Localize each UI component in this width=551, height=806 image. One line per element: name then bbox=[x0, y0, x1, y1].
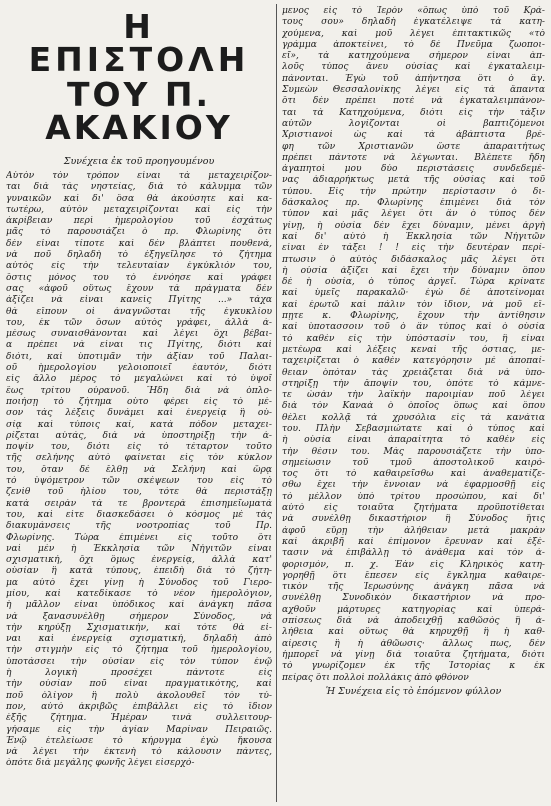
text-line: ἀφοῦ εὕρῃ τὴν ἀλήθειαν μετὰ μακρὰν bbox=[282, 525, 545, 536]
text-line: τος ὅτι τὸ καθαιρεῖσθω καὶ ἀναθεματίζε- bbox=[282, 469, 545, 480]
text-line: τῆς σελήνης αὐτὸ φαίνεται εἰς τὸν κύκλον bbox=[6, 453, 272, 464]
text-line: νὰ λέγει τὴν ἐκτενὴ τὸ κάλουσιν πάντες, bbox=[6, 747, 272, 758]
text-line: τύπου. Εἰς τὴν πρώτην περίστασιν ὁ δι- bbox=[282, 186, 545, 197]
text-line: σχισματική, ὄχι ὅμως ἐνεργείᾳ, ἀλλὰ κατ' bbox=[6, 555, 272, 566]
text-line: ἀγαπητοὶ μου δύο περιστάσεις συνδεδεμέ- bbox=[282, 164, 545, 175]
text-line: τὴν οὐσίαν ποῦ εἶναι πραγματικότης, καὶ bbox=[6, 679, 272, 690]
text-line: λοῦς τύπος ἄνευ οὐσίας καὶ ἐγκαταλειμ- bbox=[282, 62, 545, 73]
text-line: Φλωρίνης. Τώρα ἐπιμένει εἰς τοῦτο ὅτι bbox=[6, 532, 272, 543]
text-line: ἡ οὐσία εἶναι ἀπαραίτητα τὸ καθὲν εἰς bbox=[282, 435, 545, 446]
text-line: του. Πλὴν Σεβασμιώτατε καὶ ὁ τύπος καὶ bbox=[282, 423, 545, 434]
text-line: δὲν εἶναι τίποτε καὶ δὲν βλάπτει πουθενά, bbox=[6, 238, 272, 249]
text-line: τὴν στιγμὴν εἰς τὸ ζήτημα τοῦ ἡμερολογίου, bbox=[6, 645, 272, 656]
text-line: γορηθῇ ὅτι ἔπεσεν εἰς ἔγκλημα καθαιρε- bbox=[282, 570, 545, 581]
text-line: μίου, καὶ κατεδίκασε τὸ νέον ἡμερολόγιον, bbox=[6, 588, 272, 599]
text-line: ρίζεται αὐτάς, διὰ νὰ ὑποστηρίξῃ τὴν ἀ- bbox=[6, 430, 272, 441]
article-title-line1: Η ΕΠΙΣΤΟΛΗ bbox=[28, 7, 250, 79]
text-line: σπίσεως διὰ νὰ ἀποδειχθῇ καθῶσὸς ἢ ἀ- bbox=[282, 616, 545, 627]
text-line: ὅτι δὲν πρέπει ποτὲ νὰ ἐγκαταλειμπάνον- bbox=[282, 96, 545, 107]
text-line: σημείωσιν τοῦ τμοῦ ἀποστολικοῦ καιρό- bbox=[282, 457, 545, 468]
text-line: αὐτὸς εἰς τὴν τελευταίαν ἐγκύκλιόν του, bbox=[6, 261, 272, 272]
text-line: ναι καὶ ἐνεργείᾳ σχισματική, δηλαδὴ ἀπὸ bbox=[6, 634, 272, 645]
text-line: ποῦ ὀλίγον ἢ πολὺ ἀκολουθεῖ τὸν τύ- bbox=[6, 690, 272, 701]
text-line: γυναικῶν καὶ δι' ὅσα θὰ ἀκούσητε καὶ κα- bbox=[6, 193, 272, 204]
text-line: καὶ ὑποτασσοιν τοῦ ὁ ἂν τύπος καὶ ὁ οὐσία bbox=[282, 322, 545, 333]
text-line: γίνῃ, ἡ οὐσία δὲν ἔχει δύναμιν, μένει ἀργὴ bbox=[282, 220, 545, 231]
left-column bbox=[6, 6, 272, 802]
text-line: διὰ τὸν Καναὰ ὁ ὁποῖος ὅπως καὶ ὅπου bbox=[282, 401, 545, 412]
text-line: δάσκαλος πρ. Φλωρίνης ἐπιμένει διὰ τὸν bbox=[282, 198, 545, 209]
text-line: αὐτῶν λογίζονται οἱ βαπτιζόμενοι bbox=[282, 118, 545, 129]
text-line: πάνονται. Ἐγὼ τοῦ ἀπήντησα ὅτι ὁ ἅγ. bbox=[282, 73, 545, 84]
text-line: ται διὰ τὰς νηστείας, διὰ τὸ κάλυμμα τῶν bbox=[6, 182, 272, 193]
text-line: ἡ μᾶλλον εἶναι ὑπόδικος καὶ ἀνάγκη πᾶσα bbox=[6, 600, 272, 611]
text-line: του, ἐκ τῶν ὅσων αὐτὸς γράφει, ἀλλὰ ἀ- bbox=[6, 317, 272, 328]
text-line: μέσως συναισθάνονται καὶ λέγει ὅχι βέβαι- bbox=[6, 329, 272, 340]
text-line: καὶ ὑμεῖς παρακαλῶ· ἐγὼ δὲ ἀποτείνομαι bbox=[282, 288, 545, 299]
text-line: τε ὡσὰν τὴν λαϊκὴν παροιμίαν ποῦ λέγει bbox=[282, 390, 545, 401]
column-divider bbox=[276, 4, 277, 802]
text-line: διακυμάνσεις τῆς νοοτροπίας τοῦ Πρ. bbox=[6, 521, 272, 532]
text-line: ναὶ μὲν ἡ Ἐκκλησία τῶν Νήγιτῶν εἶναι bbox=[6, 543, 272, 554]
text-line: τὸ καθὲν εἰς τὴν ὑπόστασίν του, ἢ εἶναι bbox=[282, 333, 545, 344]
text-line: γράμμα ἀποκτείνει, τὸ δὲ Πνεῦμα ζωοποι- bbox=[282, 39, 545, 50]
text-line: στηρίξῃ τὴν ἄποψίν του, ὁπότε τὸ κάμνε- bbox=[282, 378, 545, 389]
text-line: θέλει κολλᾷ τὰ χρυσόλια εἰς τὰ κανάτια bbox=[282, 412, 545, 423]
article-title-line2: ΤΟΥ Π. ΑΚΑΚΙΟΥ bbox=[45, 75, 233, 147]
text-line: φη τῶν Χριστιανῶν ὥστε ἀπαραιτήτως bbox=[282, 141, 545, 152]
text-line: ποιήσῃ τὸ ζήτημα οὗτο φέρει εἰς τὸ μέ- bbox=[6, 396, 272, 407]
text-line: τικὸν τῆς Ἱερωσύνης ἀνάγκη πᾶσα νὰ bbox=[282, 582, 545, 593]
text-line: ται τὰ Κατηχούμενα, διότι εἰς τὴν τάξιν bbox=[282, 107, 545, 118]
text-line: ἀξίζει νὰ εἶναι κανεὶς Πγίτης ...» τάχα bbox=[6, 295, 272, 306]
text-line: καὶ ἐρωτῶ καὶ πάλιν τὸν ἴδιον, νὰ μοῦ εἴ- bbox=[282, 299, 545, 310]
text-line: αχθοῦν μάρτυρες κατηγορίας καὶ ὑπερά- bbox=[282, 604, 545, 615]
text-line: ταχειρίζεται ὁ καθὲν κατεγόρησιν μὲ ἀποπαί- bbox=[282, 356, 545, 367]
continuation-note: Συνέχεια ἐκ τοῦ προηγουμένου bbox=[63, 156, 215, 167]
text-line: οὐσίαν ἢ κατὰ τύπους, ἐπειδὴ διὰ τὸ ζήτη- bbox=[6, 566, 272, 577]
continued-next-note: Ἡ Συνέχεια εἰς τὸ ἑπόμενον φύλλον bbox=[325, 685, 502, 697]
text-line: Αὐτὸν τὸν τρόπον εἶναι τὰ μεταχειρίζον- bbox=[6, 171, 272, 181]
text-line: μετέωρα καὶ λέξεις κεναὶ τῆς ὀστιας, με- bbox=[282, 344, 545, 355]
text-line: ὁπότε διὰ μεγάλης φωνῆς λέγει εἰσερχό- bbox=[6, 758, 195, 769]
text-line: του, ὅταν δὲ ἔλθῃ νὰ Σελήνη καὶ ὥρᾳ bbox=[6, 464, 272, 475]
text-line: νὰ ποῦ δηλαδὴ τὸ ἐξηγεῖλησε τὸ ζήτημα bbox=[6, 250, 272, 261]
text-line: θειαν ὁπόταν τὰς χρειάζεται διὰ νὰ ὑπο- bbox=[282, 367, 545, 378]
text-line: κατὰ σειρὰν τὰ τε βροντερὰ ἐπισημεῖωματά bbox=[6, 498, 272, 509]
text-line: Χριστιανοὶ ὡς καὶ τὰ ἀβάπτιστα βρέ- bbox=[282, 130, 545, 141]
text-line: εἰς ἄλλο μέρος τὸ μεγαλώνει καὶ τὸ ὑψοῖ bbox=[6, 374, 272, 385]
text-line: θὰ εἴπουν οἱ ἀναγνῶσται τῆς ἐγκυκλίου bbox=[6, 306, 272, 317]
text-line: αὐτὸ εἰς τοιαῦτα ζητήματα προϋποτίθεται bbox=[282, 503, 545, 514]
text-line: ἡ οὐσία ἀξίζει καὶ ἔχει τὴν δύναμιν ὅπου bbox=[282, 265, 545, 276]
text-line: γήσαμε εἰς τὴν ἁγίαν Μαρίναν Πειραιῶς. bbox=[6, 724, 272, 735]
text-line: τους σου» δηλαδὴ ἐγκατέλειψε τὰ κατη- bbox=[282, 17, 545, 28]
text-line: αίρεσις ἢ ἡ ἀθῶωσις· ἄλλως πως, δὲν bbox=[282, 638, 545, 649]
text-line: λήθεια καὶ οὕτως θὰ κηρυχθῇ ἢ ἡ καθ- bbox=[282, 627, 545, 638]
text-line: μενος εἰς τὸ Ἱερὸν «ὅπως ὑπὸ τοῦ Κρά- bbox=[282, 6, 545, 16]
text-line: τωτέρω, αὐτὸν μεταχειρίζονται καὶ εἰς τὴν bbox=[6, 204, 272, 215]
text-line: πρέπει πάντοτε νὰ λέγωνται. Βλέπετε ἤδη bbox=[282, 152, 545, 163]
text-line: Συμεὼν Θεσσαλονίκης λέγει εἰς τὰ ἅπαντα bbox=[282, 85, 545, 96]
text-line: οῦ ἡμερολογίου γελοιοποιεῖ ἑαυτόν, διότι bbox=[6, 363, 272, 374]
text-line: ἕως τρίτου οὐρανοῦ. Ἤδη διὰ νὰ ὁπλο- bbox=[6, 385, 272, 396]
text-line: πείρας ὅτι πολλοὶ πολλάκις ἀπὸ φθόνον bbox=[282, 672, 469, 683]
left-column-text bbox=[6, 171, 272, 770]
text-line: ἠμπορεῖ νὰ γίνῃ διὰ τοιαῦτα ζητήματα, διότι bbox=[282, 649, 545, 660]
text-line: τὴν θέσιν του. Μὰς παρουσιάζετε τὴν ὑπο- bbox=[282, 446, 545, 457]
text-line: τὸ ὑψόμετρον τῶν σκέψεων του εἰς τὸ bbox=[6, 476, 272, 487]
text-line: ὑποτάσσει τὴν οὐσίαν εἰς τὸν τύπον ἐνῷ bbox=[6, 656, 272, 667]
text-line: νὰ συνέλθῃ δικαστήριον ἢ Σύνοδος ἥτις bbox=[282, 514, 545, 525]
text-line: δὲ ἡ οὐσία, ὁ τύπος ἀργεῖ. Τώρα κρίνατε bbox=[282, 277, 545, 288]
text-line: νὰ ξανασυνέλθῃ σήμερον Σύνοδος, νὰ bbox=[6, 611, 272, 622]
text-line: σθω ἔχει τὴν ἔννοιαν νὰ ἐφαρμοσθῇ εἰς bbox=[282, 480, 545, 491]
text-line: ζενὶθ τοῦ ἡλίου του, τότε θὰ περιστάξῃ bbox=[6, 487, 272, 498]
text-line: καὶ δι' αὐτὸ ἡ Ἐκκλησία τῶν Νήγιτῶν bbox=[282, 231, 545, 242]
right-column bbox=[282, 6, 545, 802]
text-line: νας ἀδιαρρήκτως μετὰ τῆς οὐσίας καὶ τοῦ bbox=[282, 175, 545, 186]
text-line: ποψίν του, διότι εἰς τὸ τέταρτον τοῦτο bbox=[6, 442, 272, 453]
text-line: πον, αὐτὸ ἀκριβῶς ἐπιβάλλει εἰς τὸ ἴδιον bbox=[6, 701, 272, 712]
text-line: σίᾳ καὶ τύποις καί, κατὰ πόδον μεταχει- bbox=[6, 419, 272, 430]
text-line: μᾶς τὸ παρουσιάζει ὁ πρ. Φλωρίνης ὅτι bbox=[6, 227, 272, 238]
text-line: τὸ μέλλον ὑπὸ τρίτου προσώπου, καὶ δι' bbox=[282, 491, 545, 502]
text-line: συνέλθῃ Συνοδικὸν δικαστήριον νὰ προ- bbox=[282, 593, 545, 604]
text-line: καὶ ἀκριβῆ καὶ ἐπίμονον ἔρευναν καὶ ἐξέ- bbox=[282, 536, 545, 547]
article-title bbox=[6, 7, 272, 147]
text-line: σον τὰς λέξεις δυνάμει καὶ ἐνεργείᾳ ἢ οὐ- bbox=[6, 408, 272, 419]
text-line: διότι, καὶ ὑποτιμᾶν τὴν ἀξίαν τοῦ Παλαι- bbox=[6, 351, 272, 362]
right-column-text bbox=[282, 6, 545, 684]
text-line: τὸ γνωρίζομεν ἐκ τῆς Ἱστορίας κ ἐκ bbox=[282, 661, 545, 672]
text-line: Ἐνῷ ἐτελείωσε τὸ κήρυγμα ἐγὼ ἤκουσα bbox=[6, 735, 272, 746]
text-line: εἶναι ἐν τάξει ! ! εἰς τὴν δευτέραν περί- bbox=[282, 243, 545, 254]
text-line: εῖ», τὰ κατηχούμενα σήμερον εἶναι ἁπ- bbox=[282, 51, 545, 62]
text-line: μα αὐτὸ ἔχει γίνῃ ἡ Σύνοδος τοῦ Γιερο- bbox=[6, 577, 272, 588]
text-line: ἐξῆς ζήτημα. Ἡμέραν τινὰ συλλειτουρ- bbox=[6, 713, 272, 724]
text-line: πτωσιν ὁ αὐτὸς διδάσκαλος μᾶς λέγει ὅτι bbox=[282, 254, 545, 265]
text-line: α πρέπει νὰ εἶναι τις Πγίτης, διότι καὶ bbox=[6, 340, 272, 351]
text-line: του, καὶ εἶτε διασκεδάσει ὁ κόσμος μὲ τὰς bbox=[6, 509, 272, 520]
text-line: τὴν κηρύξῃ Σχισματικήν, καὶ τότε θὰ εἶ- bbox=[6, 622, 272, 633]
text-line: φορισμόν, π. χ. Ἐὰν εἷς Κληρικὸς κατη- bbox=[282, 559, 545, 570]
text-line: πῃτε κ. Φλωρίνης, ἔχουν τὴν ἀντίθησιν bbox=[282, 311, 545, 322]
text-line: ἀκρίβειαν περὶ ἡμερολογίου τοῦ ἐσχάτως bbox=[6, 216, 272, 227]
text-line: ὅστις μόνος του τὸ ἐννόησε καὶ γράφει bbox=[6, 272, 272, 283]
text-line: ἡ λογικὴ προσέχει πάντοτε εἰς bbox=[6, 668, 272, 679]
text-line: τύπον καὶ μᾶς λέγει ὅτι ἂν ὁ τύπος δὲν bbox=[282, 209, 545, 220]
text-line: τασιν νὰ ἐπιβάλλῃ τὸ ἀνάθεμα καὶ τὸν ἀ- bbox=[282, 548, 545, 559]
text-line: σας «ἀφοῦ οὕτως ἔχουν τὰ πράγματα δὲν bbox=[6, 283, 272, 294]
text-line: χούμενα, καὶ μοῦ λέγει ἐπιτακτικῶς «τὸ bbox=[282, 28, 545, 39]
